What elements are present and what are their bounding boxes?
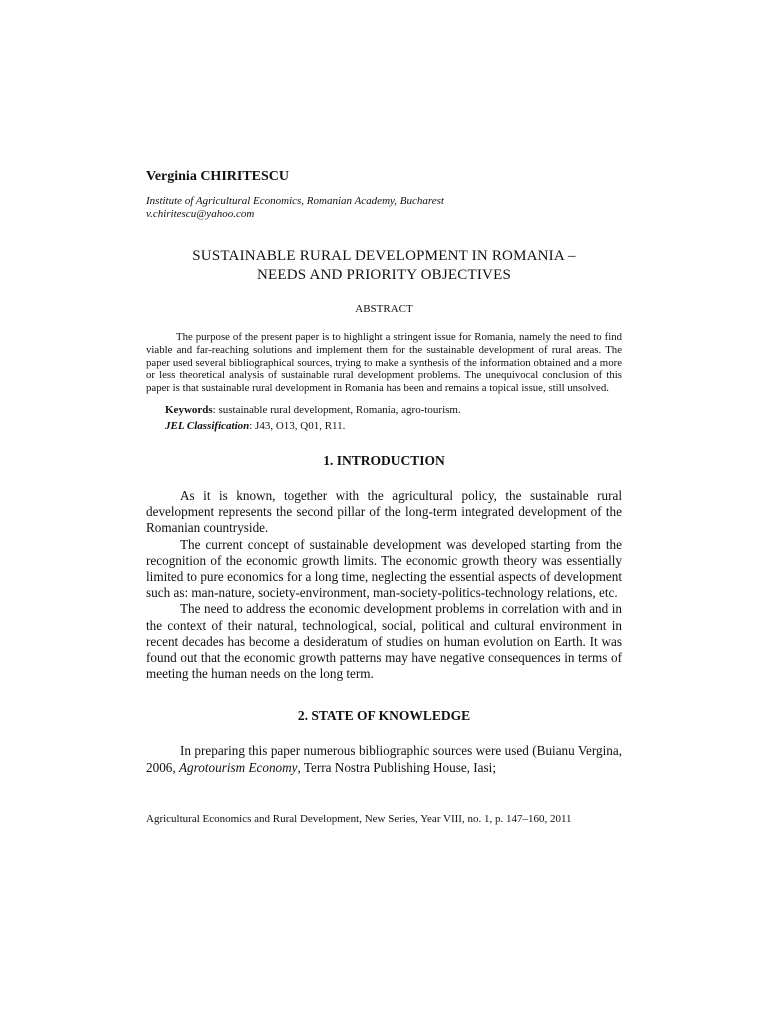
section-heading-introduction: 1. INTRODUCTION: [323, 452, 445, 468]
title-line-2: NEEDS AND PRIORITY OBJECTIVES: [256, 267, 511, 283]
state-text-after: , Terra Nostra Publishing House, Iasi;: [297, 759, 496, 775]
abstract-text: The purpose of the present paper is to highlight a stringent issue for Romania, namely the need to find viable and far-reaching solutions and implement them for the sustainable development of rural areas. The paper used several bibliographical sources, trying to make a synthesis of the information obtained and a more or less theoretical analysis of sustainable rural development problems. The unequivocal conclusion of this paper is that sustainable rural development in Romania has been and remains a topical issue, still unsolved.: [146, 331, 622, 395]
jel-label: JEL Classification: [165, 419, 250, 432]
keywords-label: Keywords: [165, 403, 213, 416]
state-of-knowledge-body: [146, 743, 622, 775]
introduction-body: [146, 488, 622, 682]
keywords-line: [165, 402, 622, 418]
paper-title: [146, 247, 622, 285]
author-email: v.chiritescu@yahoo.com: [146, 208, 255, 220]
jel-line: [165, 418, 622, 434]
intro-paragraph-1: As it is known, together with the agricultural policy, the sustainable rural development represents the second pillar of the long-term integrated development of the Romanian countryside.: [146, 487, 622, 536]
affiliation: Institute of Agricultural Economics, Romanian Academy, Bucharest: [146, 195, 444, 207]
state-paragraph-1: [146, 743, 622, 775]
paper-page: [146, 168, 622, 776]
jel-value: : J43, O13, Q01, R11.: [249, 419, 346, 432]
title-line-1: SUSTAINABLE RURAL DEVELOPMENT IN ROMANIA –: [192, 248, 576, 264]
state-book-title: Agrotourism Economy: [178, 759, 298, 775]
section-heading-state-of-knowledge: 2. STATE OF KNOWLEDGE: [297, 708, 471, 724]
journal-footer: Agricultural Economics and Rural Development, New Series, Year VIII, no. 1, p. 147–160, 2011: [146, 813, 572, 825]
author-name: Verginia CHIRITESCU: [146, 169, 290, 184]
abstract-heading: ABSTRACT: [355, 303, 413, 315]
affiliation-block: [146, 195, 622, 221]
state-text-before: In preparing this paper numerous bibliographic sources were used (Buianu Vergina, 2006,: [146, 743, 622, 775]
intro-paragraph-3: The need to address the economic development problems in correlation with and in the context of their natural, technological, social, political and cultural environment in recent decades has become a desideratum of studies on human evolution on Earth. It was found out that the economic growth patterns may have negative consequences in terms of meeting the human needs on the long term.: [146, 601, 622, 682]
keywords-value: : sustainable rural development, Romania, agro-tourism.: [212, 403, 461, 416]
intro-paragraph-2: The current concept of sustainable development was developed starting from the recognition of the economic growth limits. The economic growth theory was essentially limited to pure economics for a long time, neglecting the essential aspects of development such as: man-nature, society-environment, man-society-politics-technology relations, etc.: [146, 536, 622, 601]
keywords-block: [146, 402, 622, 434]
